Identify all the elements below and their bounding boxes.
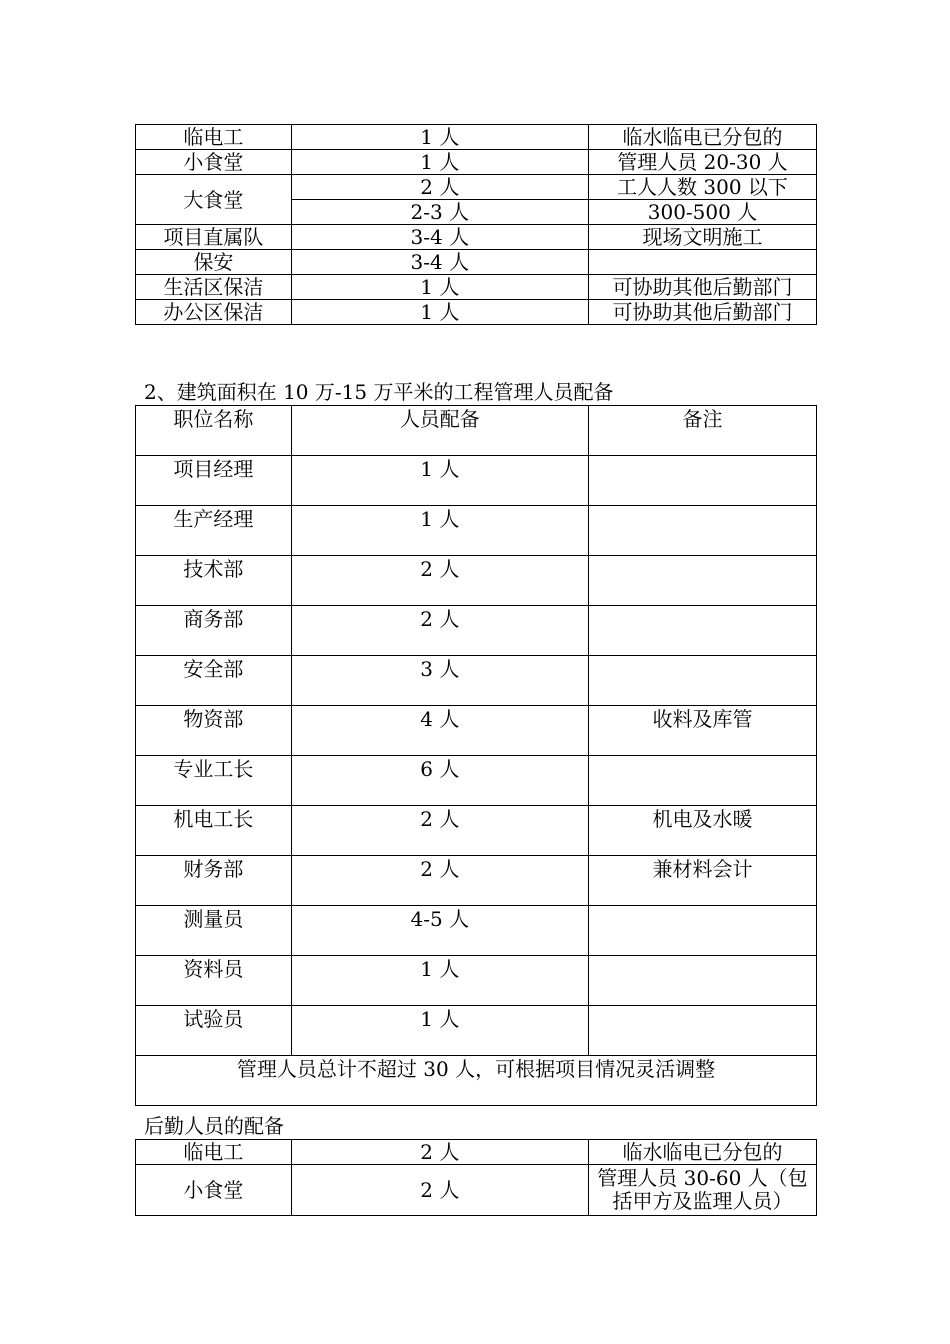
staffing-cell: 2 人 [291, 806, 588, 856]
table-row [136, 606, 817, 656]
position-cell: 专业工长 [136, 756, 292, 806]
note-cell [588, 756, 816, 806]
staffing-cell: 2 人 [291, 556, 588, 606]
table-row [136, 856, 817, 906]
table-row [136, 806, 817, 856]
column-header: 备注 [588, 406, 816, 456]
table-row [136, 456, 817, 506]
staffing-cell: 1 人 [291, 300, 588, 325]
position-cell: 生产经理 [136, 506, 292, 556]
table-row [136, 1165, 817, 1216]
staffing-cell: 2 人 [291, 1165, 588, 1216]
position-cell: 小食堂 [136, 1165, 292, 1216]
staffing-cell: 2 人 [291, 606, 588, 656]
note-cell: 临水临电已分包的 [588, 1140, 816, 1165]
table-row [136, 125, 817, 150]
position-cell: 商务部 [136, 606, 292, 656]
note-cell [588, 656, 816, 706]
note-cell: 管理人员 30-60 人（包括甲方及监理人员） [588, 1165, 816, 1216]
table-row [136, 556, 817, 606]
table-row [136, 175, 817, 200]
position-cell: 技术部 [136, 556, 292, 606]
note-cell: 机电及水暖 [588, 806, 816, 856]
position-cell: 财务部 [136, 856, 292, 906]
staffing-cell: 1 人 [291, 150, 588, 175]
table-row [136, 756, 817, 806]
section-heading: 2、建筑面积在 10 万-15 万平米的工程管理人员配备 [144, 380, 614, 404]
staffing-cell: 1 人 [291, 275, 588, 300]
staffing-cell: 3-4 人 [291, 250, 588, 275]
table-row [136, 300, 817, 325]
position-cell: 物资部 [136, 706, 292, 756]
table-footer-row [136, 1056, 817, 1106]
note-cell: 临水临电已分包的 [588, 125, 816, 150]
staffing-cell: 1 人 [291, 1006, 588, 1056]
position-cell: 资料员 [136, 956, 292, 1006]
note-cell [588, 506, 816, 556]
position-cell: 大食堂 [136, 175, 292, 225]
position-cell: 小食堂 [136, 150, 292, 175]
position-cell: 项目直属队 [136, 225, 292, 250]
note-cell [588, 906, 816, 956]
position-cell: 生活区保洁 [136, 275, 292, 300]
staffing-cell: 4 人 [291, 706, 588, 756]
staffing-cell: 2 人 [291, 175, 588, 200]
note-cell: 收料及库管 [588, 706, 816, 756]
note-cell: 工人人数 300 以下 [588, 175, 816, 200]
position-cell: 临电工 [136, 1140, 292, 1165]
table-row [136, 275, 817, 300]
logistics-staffing-table-1 [135, 124, 817, 325]
table-row [136, 706, 817, 756]
staffing-cell: 2 人 [291, 856, 588, 906]
table-row [136, 656, 817, 706]
table-row [136, 225, 817, 250]
table-row [136, 906, 817, 956]
note-cell: 兼材料会计 [588, 856, 816, 906]
staffing-cell: 4-5 人 [291, 906, 588, 956]
column-header: 人员配备 [291, 406, 588, 456]
staffing-cell: 1 人 [291, 506, 588, 556]
table-row [136, 250, 817, 275]
column-header: 职位名称 [136, 406, 292, 456]
note-cell: 现场文明施工 [588, 225, 816, 250]
position-cell: 测量员 [136, 906, 292, 956]
staffing-cell: 1 人 [291, 956, 588, 1006]
note-cell: 可协助其他后勤部门 [588, 300, 816, 325]
staffing-cell: 1 人 [291, 456, 588, 506]
logistics-staffing-table-2 [135, 1139, 817, 1216]
table-row [136, 1006, 817, 1056]
staffing-cell: 3 人 [291, 656, 588, 706]
section-heading: 后勤人员的配备 [144, 1114, 284, 1138]
table-row [136, 506, 817, 556]
staffing-cell: 2 人 [291, 1140, 588, 1165]
note-cell [588, 956, 816, 1006]
staffing-cell: 6 人 [291, 756, 588, 806]
note-cell [588, 606, 816, 656]
note-cell: 可协助其他后勤部门 [588, 275, 816, 300]
management-staffing-table [135, 405, 817, 1106]
staffing-cell: 1 人 [291, 125, 588, 150]
note-cell: 300-500 人 [588, 200, 816, 225]
position-cell: 安全部 [136, 656, 292, 706]
position-cell: 保安 [136, 250, 292, 275]
total-note-cell: 管理人员总计不超过 30 人，可根据项目情况灵活调整 [136, 1056, 817, 1106]
note-cell [588, 456, 816, 506]
note-cell [588, 1006, 816, 1056]
position-cell: 试验员 [136, 1006, 292, 1056]
note-cell [588, 250, 816, 275]
table-row [136, 956, 817, 1006]
note-cell [588, 556, 816, 606]
table-header-row [136, 406, 817, 456]
table-row [136, 1140, 817, 1165]
note-cell: 管理人员 20-30 人 [588, 150, 816, 175]
position-cell: 临电工 [136, 125, 292, 150]
position-cell: 机电工长 [136, 806, 292, 856]
staffing-cell: 3-4 人 [291, 225, 588, 250]
position-cell: 项目经理 [136, 456, 292, 506]
table-row [136, 150, 817, 175]
staffing-cell: 2-3 人 [291, 200, 588, 225]
position-cell: 办公区保洁 [136, 300, 292, 325]
